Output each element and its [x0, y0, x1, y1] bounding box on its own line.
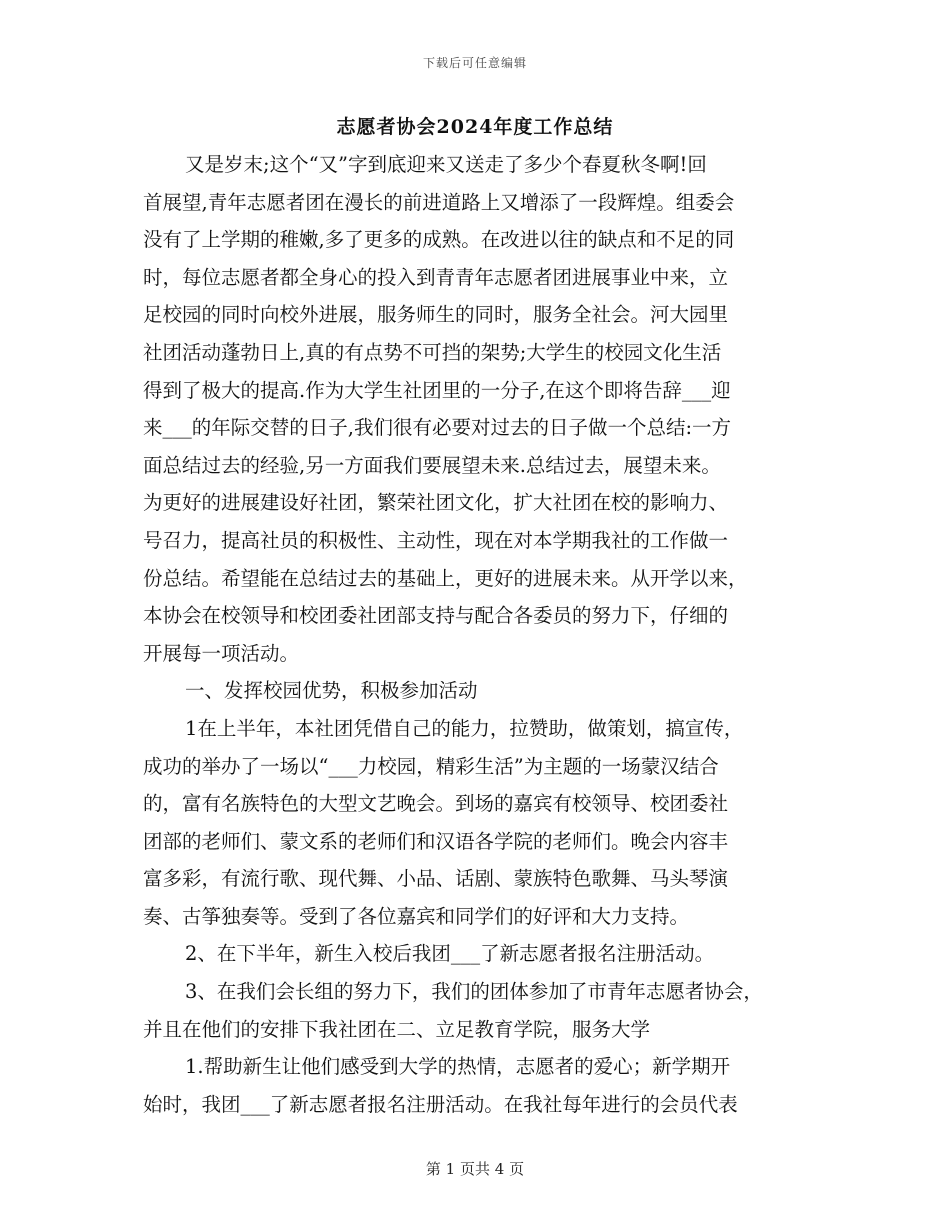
paragraph-line: 首展望,青年志愿者团在漫长的前进道路上又增添了一段辉煌。组委会: [143, 190, 735, 214]
paragraph-line: 来___的年际交替的日子,我们很有必要对过去的日子做一个总结:一方: [143, 416, 732, 440]
paragraph-line: 成功的举办了一场以“___力校园，精彩生活”为主题的一场蒙汉结合: [143, 754, 719, 778]
header-note: 下载后可任意编辑: [422, 56, 527, 70]
paragraph-line: 时，每位志愿者都全身心的投入到青青年志愿者团进展事业中来，立: [143, 265, 729, 289]
paragraph-line: 的，富有名族特色的大型文艺晚会。到场的嘉宾有校领导、校团委社: [143, 792, 729, 816]
paragraph-line: 为更好的进展建设好社团，繁荣社团文化，扩大社团在校的影响力、: [143, 491, 729, 515]
document-body: [143, 146, 811, 1123]
paragraph-line: 开展每一项活动。: [143, 641, 300, 665]
paragraph-line: 1在上半年，本社团凭借自己的能力，拉赞助，做策划，搞宣传，: [185, 716, 744, 740]
paragraph-line: 富多彩，有流行歌、现代舞、小品、话剧、蒙族特色歌舞、马头琴演: [143, 867, 729, 891]
paragraph-line: 面总结过去的经验,另一方面我们要展望未来.总结过去，展望未来。: [143, 453, 721, 477]
paragraph-line: 号召力，提高社员的积极性、主动性，现在对本学期我社的工作做一: [143, 528, 729, 552]
paragraph-line: 足校园的同时向校外进展，服务师生的同时，服务全社会。河大园里: [143, 303, 729, 327]
paragraph-line: 又是岁末;这个“又”字到底迎来又送走了多少个春夏秋冬啊!回: [185, 153, 707, 176]
paragraph-line: 份总结。希望能在总结过去的基础上，更好的进展未来。从开学以来，: [143, 566, 748, 590]
paragraph-line: 本协会在校领导和校团委社团部支持与配合各委员的努力下，仔细的: [143, 604, 729, 628]
paragraph-line: 团部的老师们、蒙文系的老师们和汉语各学院的老师们。晚会内容丰: [143, 829, 729, 853]
paragraph-line: 并且在他们的安排下我社团在二、立足教育学院，服务大学: [143, 1017, 651, 1041]
paragraph-line: 得到了极大的提高.作为大学生社团里的一分子,在这个即将告辞___迎: [143, 378, 731, 402]
paragraph-line: 3、在我们会长组的努力下，我们的团体参加了市青年志愿者协会，: [185, 980, 763, 1004]
page-number: 第 1 页共 4 页: [425, 1160, 525, 1178]
section-heading: 一、发挥校园优势，积极参加活动: [185, 679, 478, 703]
paragraph-line: 奏、古筝独奏等。受到了各位嘉宾和同学们的好评和大力支持。: [143, 904, 690, 928]
paragraph-line: 1.帮助新生让他们感受到大学的热情，志愿者的爱心；新学期开: [185, 1055, 731, 1079]
paragraph-line: 社团活动蓬勃日上,真的有点势不可挡的架势;大学生的校园文化生活: [143, 340, 722, 364]
paragraph-line: 始时，我团___了新志愿者报名注册活动。在我社每年进行的会员代表: [143, 1092, 738, 1116]
document-title: 志愿者协会2024年度工作总结: [336, 116, 614, 138]
paragraph-line: 2、在下半年，新生入校后我团___了新志愿者报名注册活动。: [185, 942, 715, 966]
paragraph-line: 没有了上学期的稚嫩,多了更多的成熟。在改进以往的缺点和不足的同: [143, 228, 735, 252]
